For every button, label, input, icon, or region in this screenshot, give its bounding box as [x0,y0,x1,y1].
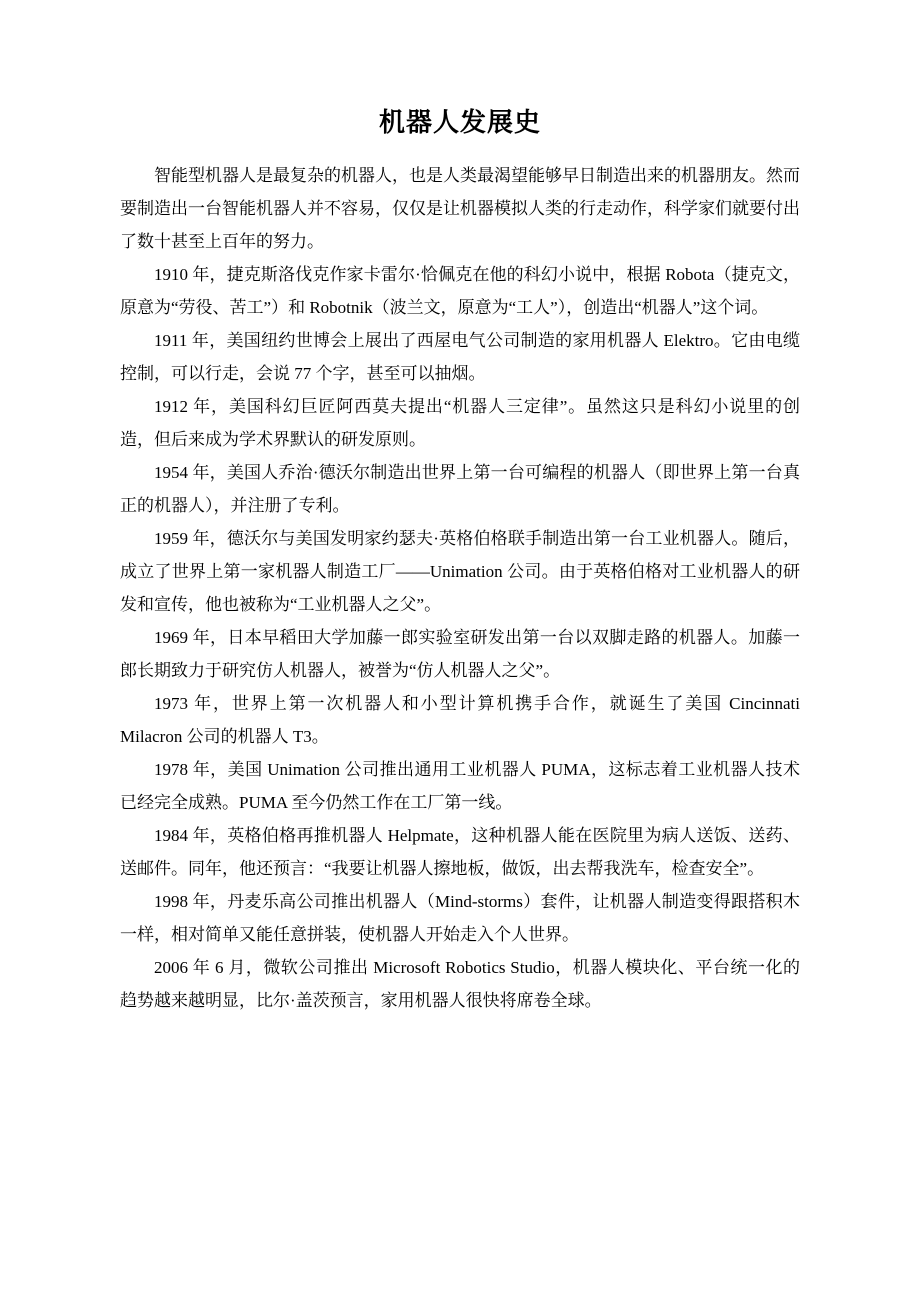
paragraph: 1984 年，英格伯格再推机器人 Helpmate，这种机器人能在医院里为病人送饭、送药、送邮件。同年，他还预言：“我要让机器人擦地板，做饭，出去帮我洗车，检查安全”。 [120,826,800,878]
paragraph: 智能型机器人是最复杂的机器人，也是人类最渴望能够早日制造出来的机器朋友。然而要制造出一台智能机器人并不容易，仅仅是让机器模拟人类的行走动作，科学家们就要付出了数十甚至上百年的努力。 [120,166,800,251]
paragraph: 2006 年 6 月，微软公司推出 Microsoft Robotics Studio，机器人模块化、平台统一化的趋势越来越明显，比尔·盖茨预言，家用机器人很快将席卷全球。 [120,958,800,1010]
paragraph: 1954 年，美国人乔治·德沃尔制造出世界上第一台可编程的机器人（即世界上第一台真正的机器人），并注册了专利。 [120,463,800,515]
paragraph: 1910 年，捷克斯洛伐克作家卡雷尔·恰佩克在他的科幻小说中，根据 Robota（捷克文，原意为“劳役、苦工”）和 Robotnik（波兰文，原意为“工人”），创造出“机器人”这个词。 [120,265,800,317]
paragraph: 1912 年，美国科幻巨匠阿西莫夫提出“机器人三定律”。虽然这只是科幻小说里的创造，但后来成为学术界默认的研发原则。 [120,397,800,449]
paragraph: 1969 年，日本早稻田大学加藤一郎实验室研发出第一台以双脚走路的机器人。加藤一郎长期致力于研究仿人机器人，被誉为“仿人机器人之父”。 [120,628,800,680]
document-title: 机器人发展史 [378,107,541,137]
document-body [120,159,800,1017]
paragraph: 1998 年，丹麦乐高公司推出机器人（Mind-storms）套件，让机器人制造变得跟搭积木一样，相对简单又能任意拼装，使机器人开始走入个人世界。 [120,892,800,944]
paragraph: 1978 年，美国 Unimation 公司推出通用工业机器人 PUMA，这标志着工业机器人技术已经完全成熟。PUMA 至今仍然工作在工厂第一线。 [120,760,800,812]
paragraph: 1911 年，美国纽约世博会上展出了西屋电气公司制造的家用机器人 Elektro。它由电缆控制，可以行走，会说 77 个字，甚至可以抽烟。 [120,331,800,383]
paragraph: 1973 年，世界上第一次机器人和小型计算机携手合作，就诞生了美国 Cincinnati Milacron 公司的机器人 T3。 [120,694,800,746]
paragraph: 1959 年，德沃尔与美国发明家约瑟夫·英格伯格联手制造出第一台工业机器人。随后，成立了世界上第一家机器人制造工厂——Unimation 公司。由于英格伯格对工业机器人的研发和宣传，他也被称为“工业机器人之父”。 [120,529,800,614]
